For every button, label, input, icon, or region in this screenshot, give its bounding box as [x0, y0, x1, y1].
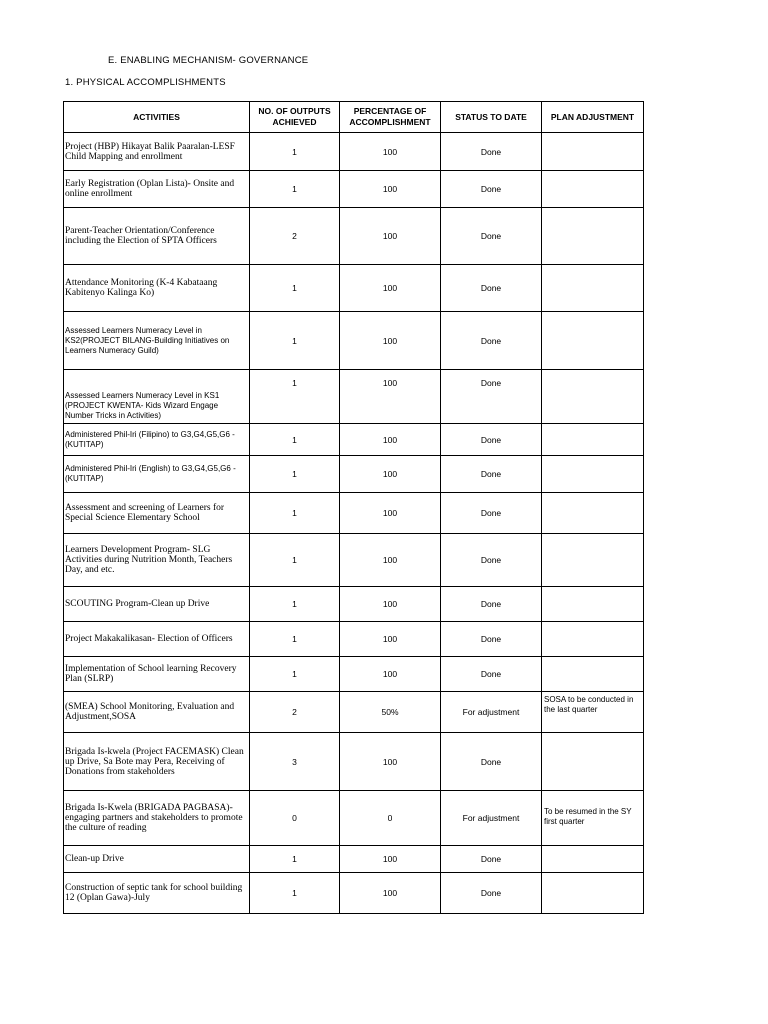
percentage-cell: 100 [340, 208, 441, 265]
adjustment-cell [542, 622, 644, 657]
outputs-cell: 1 [250, 456, 340, 493]
table-row [64, 873, 644, 914]
status-cell: Done [441, 370, 542, 424]
outputs-cell: 1 [250, 133, 340, 171]
outputs-cell: 1 [250, 312, 340, 370]
table-row [64, 791, 644, 846]
percentage-cell: 100 [340, 370, 441, 424]
percentage-cell: 0 [340, 791, 441, 846]
column-header-outputs: NO. OF OUTPUTS ACHIEVED [250, 102, 340, 133]
outputs-cell: 2 [250, 692, 340, 733]
outputs-cell: 1 [250, 370, 340, 424]
status-cell: Done [441, 657, 542, 692]
table-row [64, 424, 644, 456]
status-cell: Done [441, 873, 542, 914]
activity-cell: Administered Phil-Iri (English) to G3,G4,G5,G6 - (KUTITAP) [64, 456, 250, 493]
adjustment-cell [542, 733, 644, 791]
activity-cell: Attendance Monitoring (K-4 Kabataang Kabitenyo Kalinga Ko) [64, 265, 250, 312]
table-row [64, 456, 644, 493]
percentage-cell: 100 [340, 657, 441, 692]
adjustment-cell [542, 587, 644, 622]
table-row [64, 733, 644, 791]
section-title: E. ENABLING MECHANISM- GOVERNANCE [108, 55, 309, 66]
table-row [64, 208, 644, 265]
outputs-cell: 0 [250, 791, 340, 846]
activity-cell: Administered Phil-Iri (Filipino) to G3,G4,G5,G6 - (KUTITAP) [64, 424, 250, 456]
percentage-cell: 100 [340, 846, 441, 873]
status-cell: Done [441, 622, 542, 657]
table-row [64, 370, 644, 424]
percentage-cell: 100 [340, 456, 441, 493]
adjustment-cell [542, 171, 644, 208]
table-row [64, 846, 644, 873]
percentage-cell: 100 [340, 312, 441, 370]
adjustment-cell [542, 312, 644, 370]
outputs-cell: 1 [250, 424, 340, 456]
activity-cell: (SMEA) School Monitoring, Evaluation and Adjustment,SOSA [64, 692, 250, 733]
percentage-cell: 100 [340, 493, 441, 534]
status-cell: Done [441, 133, 542, 171]
outputs-cell: 1 [250, 873, 340, 914]
adjustment-cell [542, 873, 644, 914]
status-cell: Done [441, 265, 542, 312]
status-cell: Done [441, 733, 542, 791]
activity-cell: Assessed Learners Numeracy Level in KS1 (PROJECT KWENTA- Kids Wizard Engage Number Tricks in Activities) [64, 370, 250, 424]
activity-cell: Project Makakalikasan- Election of Officers [64, 622, 250, 657]
outputs-cell: 1 [250, 171, 340, 208]
table-row [64, 312, 644, 370]
table-row [64, 534, 644, 587]
table-row [64, 265, 644, 312]
status-cell: Done [441, 171, 542, 208]
percentage-cell: 100 [340, 733, 441, 791]
activity-cell: Assessed Learners Numeracy Level in KS2(PROJECT BILANG-Building Initiatives on Learners Numeracy Guild) [64, 312, 250, 370]
column-header-status: STATUS TO DATE [441, 102, 542, 133]
status-cell: Done [441, 534, 542, 587]
outputs-cell: 1 [250, 622, 340, 657]
percentage-cell: 100 [340, 171, 441, 208]
adjustment-cell [542, 265, 644, 312]
activity-cell: SCOUTING Program-Clean up Drive [64, 587, 250, 622]
percentage-cell: 100 [340, 873, 441, 914]
status-cell: Done [441, 424, 542, 456]
outputs-cell: 1 [250, 846, 340, 873]
adjustment-cell: To be resumed in the SY first quarter [542, 791, 644, 846]
adjustment-cell [542, 424, 644, 456]
activity-cell: Construction of septic tank for school building 12 (Oplan Gawa)-July [64, 873, 250, 914]
outputs-cell: 2 [250, 208, 340, 265]
adjustment-cell [542, 534, 644, 587]
status-cell: Done [441, 312, 542, 370]
percentage-cell: 100 [340, 133, 441, 171]
adjustment-cell [542, 846, 644, 873]
sub-title: 1. PHYSICAL ACCOMPLISHMENTS [65, 77, 226, 88]
table-row [64, 692, 644, 733]
column-header-plan-adjustment: PLAN ADJUSTMENT [542, 102, 644, 133]
adjustment-cell [542, 208, 644, 265]
table-row [64, 133, 644, 171]
table-row [64, 657, 644, 692]
column-header-percentage: PERCENTAGE OF ACCOMPLISHMENT [340, 102, 441, 133]
status-cell: Done [441, 846, 542, 873]
outputs-cell: 1 [250, 493, 340, 534]
status-cell: Done [441, 587, 542, 622]
table-row [64, 493, 644, 534]
column-header-activities: ACTIVITIES [64, 102, 250, 133]
table-header-row [64, 102, 644, 133]
activity-cell: Parent-Teacher Orientation/Conference including the Election of SPTA Officers [64, 208, 250, 265]
outputs-cell: 1 [250, 265, 340, 312]
percentage-cell: 100 [340, 424, 441, 456]
activity-cell: Implementation of School learning Recovery Plan (SLRP) [64, 657, 250, 692]
adjustment-cell [542, 657, 644, 692]
outputs-cell: 3 [250, 733, 340, 791]
adjustment-cell [542, 133, 644, 171]
adjustment-cell [542, 493, 644, 534]
status-cell: Done [441, 208, 542, 265]
adjustment-cell: SOSA to be conducted in the last quarter [542, 692, 644, 733]
status-cell: For adjustment [441, 692, 542, 733]
percentage-cell: 100 [340, 622, 441, 657]
activity-cell: Early Registration (Oplan Lista)- Onsite and online enrollment [64, 171, 250, 208]
table-row [64, 622, 644, 657]
activity-cell: Project (HBP) Hikayat Balik Paaralan-LESF Child Mapping and enrollment [64, 133, 250, 171]
status-cell: Done [441, 456, 542, 493]
activity-cell: Brigada Is-kwela (Project FACEMASK) Clean up Drive, Sa Bote may Pera, Receiving of Donations from stakeholders [64, 733, 250, 791]
activity-cell: Brigada Is-Kwela (BRIGADA PAGBASA)-engaging partners and stakeholders to promote the culture of reading [64, 791, 250, 846]
outputs-cell: 1 [250, 534, 340, 587]
percentage-cell: 100 [340, 534, 441, 587]
status-cell: Done [441, 493, 542, 534]
activity-cell: Clean-up Drive [64, 846, 250, 873]
percentage-cell: 100 [340, 265, 441, 312]
status-cell: For adjustment [441, 791, 542, 846]
outputs-cell: 1 [250, 657, 340, 692]
table-row [64, 171, 644, 208]
adjustment-cell [542, 370, 644, 424]
activity-cell: Learners Development Program- SLG Activities during Nutrition Month, Teachers Day, and etc. [64, 534, 250, 587]
activity-cell: Assessment and screening of Learners for Special Science Elementary School [64, 493, 250, 534]
adjustment-cell [542, 456, 644, 493]
table-row [64, 587, 644, 622]
accomplishments-table [63, 101, 644, 914]
outputs-cell: 1 [250, 587, 340, 622]
percentage-cell: 50% [340, 692, 441, 733]
percentage-cell: 100 [340, 587, 441, 622]
